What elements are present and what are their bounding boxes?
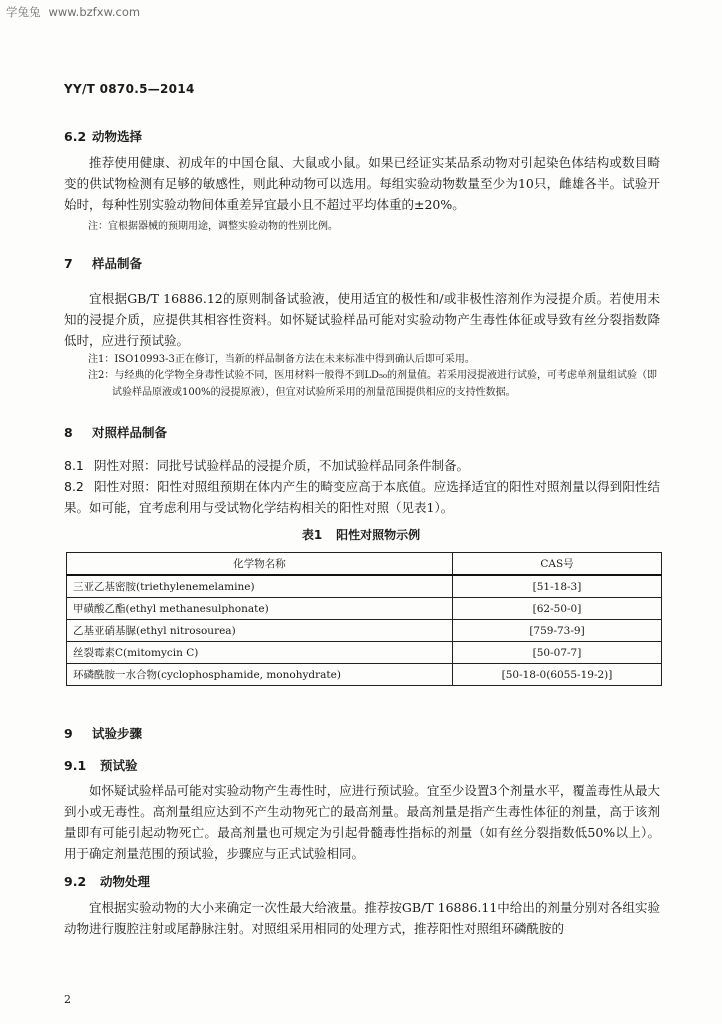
item-text: 阳性对照：阳性对照组预期在体内产生的畸变应高于本底值。应选择适宜的阳性对照剂量以得到阳性结果。如可能，宜考虑利用与受试物化学结构相关的阳性对照（见表1）。	[64, 479, 660, 515]
table-caption-title: 阳性对照物示例	[336, 528, 421, 542]
heading-title: 样品制备	[92, 256, 143, 271]
item-number: 8.2	[64, 479, 84, 494]
heading-number: 8	[64, 425, 73, 440]
cas-number-cell: [50-18-0(6055-19-2)]	[453, 664, 662, 686]
item-text: 阴性对照：同批号试验样品的浸提介质，不加试验样品同条件制备。	[94, 458, 470, 473]
heading-number: 9.2	[64, 874, 87, 889]
cas-number-cell: [50-07-7]	[453, 642, 662, 664]
watermark-url: www.bzfxw.com	[48, 5, 141, 19]
paragraph-9-2: 宜根据实验动物的大小来确定一次性最大给液量。推荐按GB/T 16886.11中给出的剂量分别对各组实验动物进行腹腔注射或尾静脉注射。对照组采用相同的处理方式，推荐阳性对照组环磷酰胺的	[64, 900, 660, 936]
heading-title: 动物选择	[92, 129, 143, 144]
item-8-1	[64, 455, 660, 476]
chemical-name-cell: 乙基亚硝基脲(ethyl nitrosourea)	[67, 620, 453, 642]
heading-number: 9	[64, 726, 73, 741]
table-row	[67, 575, 662, 598]
heading-9-1	[64, 756, 138, 774]
table-row	[67, 598, 662, 620]
heading-title: 预试验	[100, 758, 138, 773]
table-caption-number: 表1	[301, 528, 323, 542]
heading-title: 动物处理	[100, 874, 151, 889]
heading-7	[64, 254, 142, 272]
watermark-site: 学兔兔	[6, 5, 41, 19]
note-7-1: 注1：ISO10993-3正在修订，当新的样品制备方法在未来标准中得到确认后即可采用。	[88, 354, 475, 365]
note-7-2: 注2：与经典的化学物全身毒性试验不同，医用材料一般得不到LD₅₀的剂量值。若采用浸提液进行试验，可考虑单剂量组试验（即试验样品原液或100%的浸提原液），但宜对试验所采用的剂量范围提供相应的支持性数据。	[88, 370, 658, 398]
document-number: YY/T 0870.5—2014	[64, 82, 195, 96]
heading-6-2	[64, 127, 142, 145]
cas-number-cell: [51-18-3]	[453, 575, 662, 598]
table-row	[67, 664, 662, 686]
paragraph-7: 宜根据GB/T 16886.12的原则制备试验液，使用适宜的极性和/或非极性溶剂作为浸提介质。若使用未知的浸提介质，应提供其相容性资料。如怀疑试验样品可能对实验动物产生毒性体征或导致有丝分裂指数降低时，应进行预试验。	[64, 291, 660, 348]
table-header-row	[67, 553, 662, 576]
page-number: 2	[64, 993, 71, 1006]
heading-8	[64, 423, 167, 441]
chemical-name-cell: 甲磺酸乙酯(ethyl methanesulphonate)	[67, 598, 453, 620]
heading-number: 6.2	[64, 129, 87, 144]
cas-number-cell: [62-50-0]	[453, 598, 662, 620]
note-6-2: 注：宜根据器械的预期用途，调整实验动物的性别比例。	[88, 221, 338, 232]
chemical-name-cell: 丝裂霉素C(mitomycin C)	[67, 642, 453, 664]
heading-title: 试验步骤	[92, 726, 143, 741]
paragraph-6-2: 推荐使用健康、初成年的中国仓鼠、大鼠或小鼠。如果已经证实某品系动物对引起染色体结构或数目畸变的供试物检测有足够的敏感性，则此种动物可以选用。每组实验动物数量至少为10只，雌雄各半。试验开始时，每种性别实验动物间体重差异宜最小且不超过平均体重的±20%。	[64, 155, 660, 212]
heading-title: 对照样品制备	[92, 425, 168, 440]
chemical-name-cell: 环磷酰胺一水合物(cyclophosphamide, monohydrate)	[67, 664, 453, 686]
heading-number: 9.1	[64, 758, 87, 773]
cas-number-cell: [759-73-9]	[453, 620, 662, 642]
chemical-name-cell: 三亚乙基密胺(triethylenemelamine)	[67, 575, 453, 598]
heading-number: 7	[64, 256, 73, 271]
table-row	[67, 642, 662, 664]
table-row	[67, 620, 662, 642]
heading-9	[64, 724, 142, 742]
column-header-chemical-name: 化学物名称	[67, 553, 453, 576]
item-8-2	[64, 476, 660, 518]
watermark	[6, 4, 140, 20]
table-caption	[0, 526, 722, 543]
item-number: 8.1	[64, 458, 84, 473]
paragraph-9-1: 如怀疑试验样品可能对实验动物产生毒性时，应进行预试验。宜至少设置3个剂量水平，覆盖毒性从最大到小或无毒性。高剂量组应达到不产生动物死亡的最高剂量。最高剂量是指产生毒性体征的剂量，高于该剂量即有可能引起动物死亡。最高剂量也可规定为引起骨髓毒性指标的剂量（如有丝分裂指数低50%以上）。用于确定剂量范围的预试验，步骤应与正式试验相同。	[64, 783, 660, 861]
column-header-cas-number: CAS号	[453, 553, 662, 576]
positive-control-table	[66, 552, 662, 686]
heading-9-2	[64, 872, 150, 890]
